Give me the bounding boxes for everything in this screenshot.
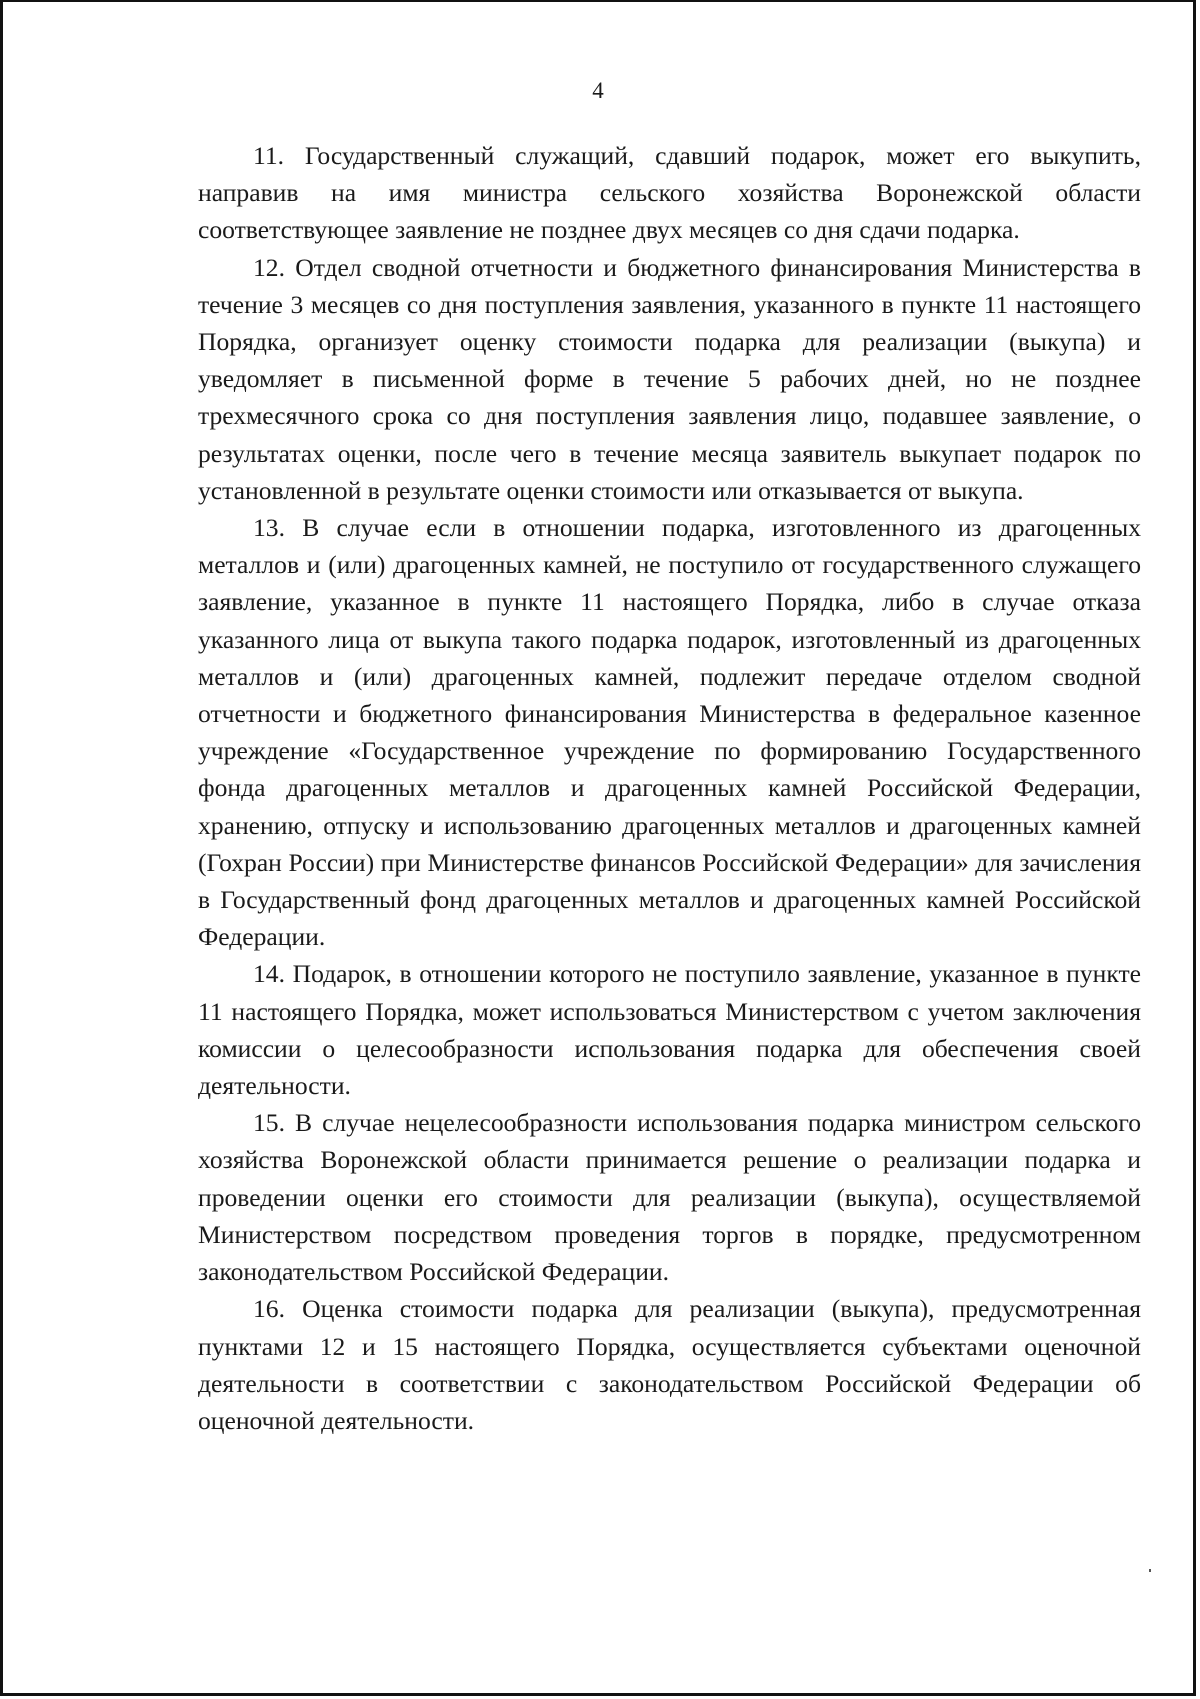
scan-speck (1149, 1569, 1151, 1572)
paragraph-13: 13. В случае если в отношении подарка, изготовленного из драгоценных металлов и (или) драгоценных камней, не поступило от государственного служащего заявление, указанное в пункте 11 настоящего Порядка, либо в случае отказа указанного лица от выкупа такого подарка подарок, изготовленный из драгоценных металлов и (или) драгоценных камней, подлежит передаче отделом сводной отчетности и бюджетного финансирования Министерства в федеральное казенное учреждение «Государственное учреждение по формированию Государственного фонда драгоценных металлов и драгоценных камней Российской Федерации, хранению, отпуску и использованию драгоценных металлов и драгоценных камней (Гохран России) при Министерстве финансов Российской Федерации» для зачисления в Государственный фонд драгоценных металлов и драгоценных камней Российской Федерации. (198, 513, 1141, 952)
document-body (198, 137, 1141, 1439)
paragraph-11: 11. Государственный служащий, сдавший подарок, может его выкупить, направив на имя министра сельского хозяйства Воронежской области соответствующее заявление не позднее двух месяцев со дня сдачи подарка. (198, 141, 1141, 245)
paragraph-15: 15. В случае нецелесообразности использования подарка министром сельского хозяйства Воронежской области принимается решение о реализации подарка и проведении оценки его стоимости для реализации (выкупа), осуществляемой Министерством посредством проведения торгов в порядке, предусмотренном законодательством Российской Федерации. (198, 1108, 1141, 1287)
paragraph-14: 14. Подарок, в отношении которого не поступило заявление, указанное в пункте 11 настоящего Порядка, может использоваться Министерством с учетом заключения комиссии о целесообразности использования подарка для обеспечения своей деятельности. (198, 959, 1141, 1101)
paragraph-16: 16. Оценка стоимости подарка для реализации (выкупа), предусмотренная пунктами 12 и 15 настоящего Порядка, осуществляется субъектами оценочной деятельности в соответствии с законодательством Российской Федерации об оценочной деятельности. (198, 1294, 1141, 1435)
page-number: 4 (592, 78, 604, 103)
paragraph-12: 12. Отдел сводной отчетности и бюджетного финансирования Министерства в течение 3 месяцев со дня поступления заявления, указанного в пункте 11 настоящего Порядка, организует оценку стоимости подарка для реализации (выкупа) и уведомляет в письменной форме в течение 5 рабочих дней, но не позднее трехмесячного срока со дня поступления заявления лицо, подавшее заявление, о результатах оценки, после чего в течение месяца заявитель выкупает подарок по установленной в результате оценки стоимости или отказывается от выкупа. (198, 252, 1141, 505)
